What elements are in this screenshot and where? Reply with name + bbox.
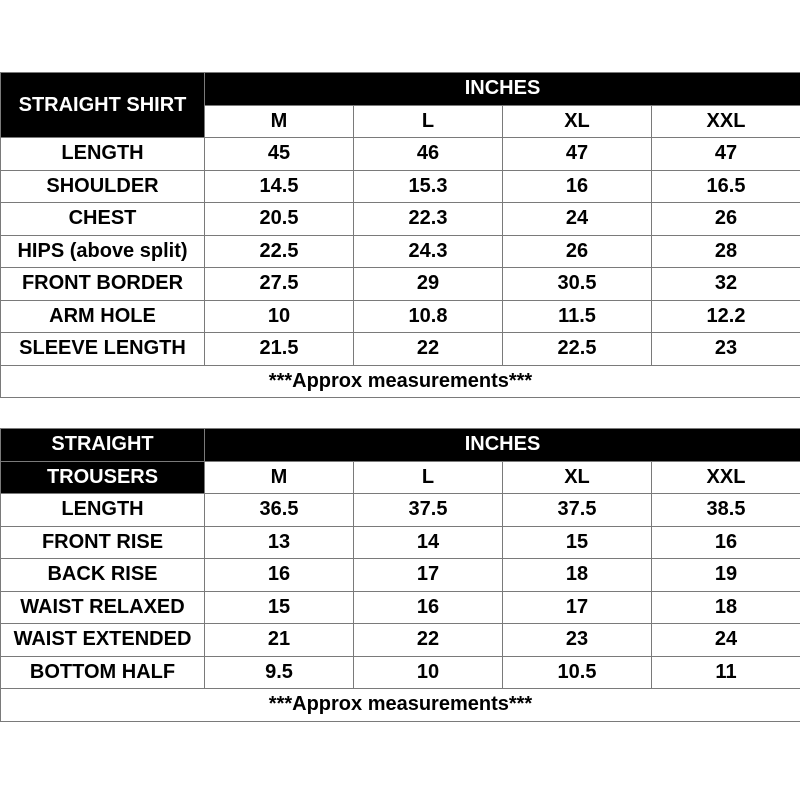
measurement-value: 15.3 <box>354 170 503 203</box>
measurement-value: 21.5 <box>205 333 354 366</box>
measurement-value: 24.3 <box>354 235 503 268</box>
trousers-size-table <box>0 428 800 722</box>
measurement-value: 10.5 <box>503 656 652 689</box>
measurement-value: 19 <box>652 559 800 592</box>
table-row <box>1 591 800 624</box>
trousers-title-line1: STRAIGHT <box>1 429 205 462</box>
measurement-label: WAIST EXTENDED <box>1 624 205 657</box>
measurement-value: 26 <box>503 235 652 268</box>
measurement-value: 28 <box>652 235 800 268</box>
measurement-value: 16 <box>652 526 800 559</box>
table-row <box>1 203 800 236</box>
measurement-value: 22 <box>354 624 503 657</box>
table-row <box>1 300 800 333</box>
measurement-value: 18 <box>652 591 800 624</box>
table-row <box>1 268 800 301</box>
shirt-size-table <box>0 72 800 398</box>
approx-note: ***Approx measurements*** <box>1 365 800 398</box>
measurement-value: 22.3 <box>354 203 503 236</box>
measurement-label: SLEEVE LENGTH <box>1 333 205 366</box>
measurement-value: 14.5 <box>205 170 354 203</box>
shirt-title: STRAIGHT SHIRT <box>1 73 205 138</box>
measurement-label: FRONT RISE <box>1 526 205 559</box>
size-header: XL <box>503 105 652 138</box>
measurement-label: FRONT BORDER <box>1 268 205 301</box>
measurement-value: 24 <box>503 203 652 236</box>
measurement-value: 12.2 <box>652 300 800 333</box>
measurement-value: 14 <box>354 526 503 559</box>
measurement-value: 32 <box>652 268 800 301</box>
shirt-unit-header: INCHES <box>205 73 800 106</box>
measurement-label: SHOULDER <box>1 170 205 203</box>
size-header: L <box>354 105 503 138</box>
shirt-header-row <box>1 73 800 106</box>
measurement-value: 15 <box>503 526 652 559</box>
table-row <box>1 494 800 527</box>
size-header: XL <box>503 461 652 494</box>
measurement-label: BOTTOM HALF <box>1 656 205 689</box>
measurement-value: 37.5 <box>503 494 652 527</box>
measurement-value: 22.5 <box>205 235 354 268</box>
measurement-value: 10 <box>205 300 354 333</box>
measurement-value: 45 <box>205 138 354 171</box>
measurement-value: 21 <box>205 624 354 657</box>
measurement-value: 29 <box>354 268 503 301</box>
measurement-label: LENGTH <box>1 138 205 171</box>
trousers-unit-header: INCHES <box>205 429 800 462</box>
measurement-value: 47 <box>652 138 800 171</box>
measurement-value: 27.5 <box>205 268 354 301</box>
measurement-value: 46 <box>354 138 503 171</box>
table-row <box>1 656 800 689</box>
measurement-value: 16 <box>354 591 503 624</box>
measurement-label: BACK RISE <box>1 559 205 592</box>
measurement-value: 17 <box>354 559 503 592</box>
measurement-value: 17 <box>503 591 652 624</box>
measurement-label: LENGTH <box>1 494 205 527</box>
measurement-value: 11 <box>652 656 800 689</box>
table-row <box>1 138 800 171</box>
note-row <box>1 365 800 398</box>
measurement-value: 16.5 <box>652 170 800 203</box>
measurement-value: 36.5 <box>205 494 354 527</box>
measurement-label: HIPS (above split) <box>1 235 205 268</box>
trousers-sizes-row <box>1 461 800 494</box>
measurement-value: 30.5 <box>503 268 652 301</box>
measurement-value: 16 <box>503 170 652 203</box>
measurement-label: ARM HOLE <box>1 300 205 333</box>
trousers-title-line2: TROUSERS <box>1 461 205 494</box>
table-row <box>1 559 800 592</box>
table-row <box>1 235 800 268</box>
measurement-value: 22.5 <box>503 333 652 366</box>
measurement-value: 24 <box>652 624 800 657</box>
measurement-value: 16 <box>205 559 354 592</box>
size-header: XXL <box>652 461 800 494</box>
table-row <box>1 333 800 366</box>
measurement-value: 10 <box>354 656 503 689</box>
measurement-value: 23 <box>652 333 800 366</box>
measurement-value: 23 <box>503 624 652 657</box>
measurement-value: 13 <box>205 526 354 559</box>
measurement-label: WAIST RELAXED <box>1 591 205 624</box>
measurement-label: CHEST <box>1 203 205 236</box>
measurement-value: 10.8 <box>354 300 503 333</box>
measurement-value: 18 <box>503 559 652 592</box>
measurement-value: 20.5 <box>205 203 354 236</box>
size-header: XXL <box>652 105 800 138</box>
measurement-value: 37.5 <box>354 494 503 527</box>
measurement-value: 9.5 <box>205 656 354 689</box>
measurement-value: 15 <box>205 591 354 624</box>
table-row <box>1 526 800 559</box>
note-row <box>1 689 800 722</box>
measurement-value: 38.5 <box>652 494 800 527</box>
measurement-value: 47 <box>503 138 652 171</box>
measurement-value: 11.5 <box>503 300 652 333</box>
size-header: M <box>205 461 354 494</box>
measurement-value: 26 <box>652 203 800 236</box>
size-header: L <box>354 461 503 494</box>
approx-note: ***Approx measurements*** <box>1 689 800 722</box>
size-header: M <box>205 105 354 138</box>
measurement-value: 22 <box>354 333 503 366</box>
table-row <box>1 170 800 203</box>
table-row <box>1 624 800 657</box>
trousers-header-row <box>1 429 800 462</box>
